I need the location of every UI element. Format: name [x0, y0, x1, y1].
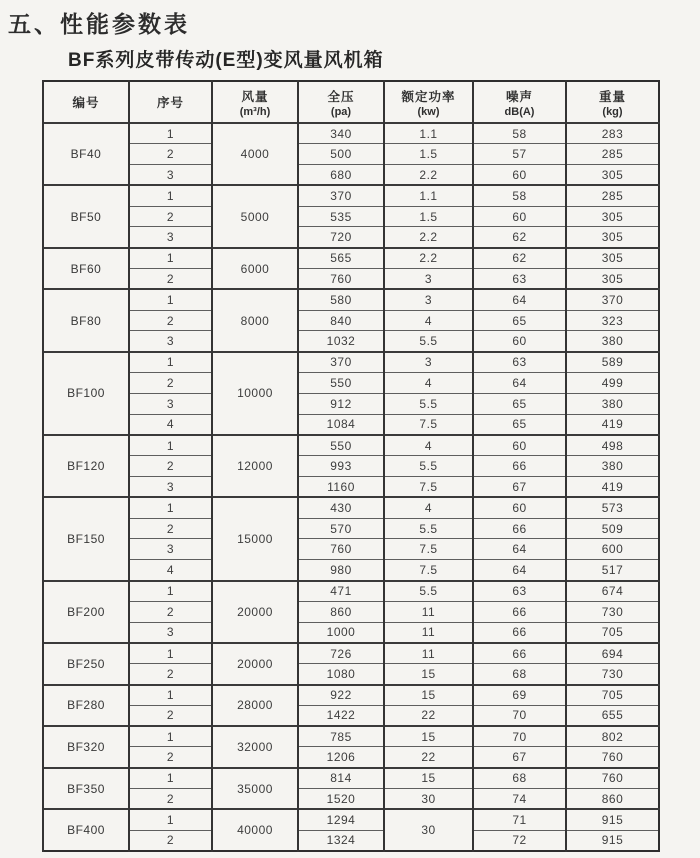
table-row	[43, 789, 659, 810]
weight-cell: 600	[566, 539, 659, 560]
table-row	[43, 664, 659, 685]
model-group-BF200	[43, 581, 659, 643]
seq-cell: 2	[129, 310, 212, 331]
weight-cell: 305	[566, 206, 659, 227]
power-cell: 15	[384, 685, 473, 706]
airflow-cell: 20000	[212, 643, 298, 685]
seq-cell: 1	[129, 581, 212, 602]
weight-cell: 380	[566, 456, 659, 477]
airflow-cell: 4000	[212, 123, 298, 185]
noise-cell: 64	[473, 539, 566, 560]
table-row	[43, 414, 659, 435]
seq-cell: 2	[129, 789, 212, 810]
model-cell: BF50	[43, 185, 129, 247]
power-cell: 3	[384, 289, 473, 310]
power-cell: 2.2	[384, 165, 473, 186]
col-header-0	[43, 81, 129, 123]
pressure-cell: 471	[298, 581, 384, 602]
airflow-cell: 10000	[212, 352, 298, 435]
noise-cell: 64	[473, 560, 566, 581]
model-cell: BF120	[43, 435, 129, 497]
pressure-cell: 993	[298, 456, 384, 477]
table-row	[43, 435, 659, 456]
seq-cell: 3	[129, 622, 212, 643]
noise-cell: 60	[473, 331, 566, 352]
table-row	[43, 310, 659, 331]
weight-cell: 760	[566, 768, 659, 789]
power-cell: 30	[384, 789, 473, 810]
weight-cell: 285	[566, 144, 659, 165]
table-row	[43, 601, 659, 622]
noise-cell: 60	[473, 497, 566, 518]
pressure-cell: 430	[298, 497, 384, 518]
weight-cell: 694	[566, 643, 659, 664]
power-cell: 4	[384, 435, 473, 456]
col-header-6	[566, 81, 659, 123]
power-cell: 7.5	[384, 414, 473, 435]
model-cell: BF320	[43, 726, 129, 768]
weight-cell: 285	[566, 185, 659, 206]
col-header-1	[129, 81, 212, 123]
airflow-cell: 15000	[212, 497, 298, 580]
airflow-cell: 5000	[212, 185, 298, 247]
table-row	[43, 809, 659, 830]
table-row	[43, 185, 659, 206]
seq-cell: 2	[129, 664, 212, 685]
noise-cell: 58	[473, 185, 566, 206]
seq-cell: 2	[129, 601, 212, 622]
col-header-label: 全压	[327, 89, 355, 104]
weight-cell: 370	[566, 289, 659, 310]
weight-cell: 323	[566, 310, 659, 331]
weight-cell: 730	[566, 664, 659, 685]
noise-cell: 63	[473, 269, 566, 290]
noise-cell: 62	[473, 248, 566, 269]
power-cell: 4	[384, 373, 473, 394]
weight-cell: 915	[566, 809, 659, 830]
weight-cell: 380	[566, 331, 659, 352]
weight-cell: 730	[566, 601, 659, 622]
model-cell: BF40	[43, 123, 129, 185]
seq-cell: 3	[129, 227, 212, 248]
power-cell: 7.5	[384, 477, 473, 498]
pressure-cell: 840	[298, 310, 384, 331]
col-header-label: 重量	[598, 89, 626, 104]
model-group-BF40	[43, 123, 659, 185]
model-cell: BF250	[43, 643, 129, 685]
noise-cell: 74	[473, 789, 566, 810]
power-cell: 1.1	[384, 185, 473, 206]
pressure-cell: 1422	[298, 705, 384, 726]
col-header-3	[298, 81, 384, 123]
model-cell: BF80	[43, 289, 129, 351]
seq-cell: 1	[129, 248, 212, 269]
seq-cell: 2	[129, 456, 212, 477]
model-group-BF250	[43, 643, 659, 685]
header-row	[43, 81, 659, 123]
table-subtitle: BF系列皮带传动(E型)变风量风机箱	[68, 50, 384, 71]
col-header-4	[384, 81, 473, 123]
weight-cell: 305	[566, 165, 659, 186]
table-row	[43, 643, 659, 664]
table-row	[43, 123, 659, 144]
noise-cell: 58	[473, 123, 566, 144]
power-cell: 22	[384, 747, 473, 768]
noise-cell: 70	[473, 705, 566, 726]
col-header-2	[212, 81, 298, 123]
table-row	[43, 227, 659, 248]
table-row	[43, 456, 659, 477]
seq-cell: 1	[129, 726, 212, 747]
power-cell: 1.5	[384, 144, 473, 165]
model-cell: BF60	[43, 248, 129, 290]
power-cell: 5.5	[384, 518, 473, 539]
seq-cell: 1	[129, 185, 212, 206]
col-header-label: 额定功率	[401, 89, 456, 104]
seq-cell: 3	[129, 393, 212, 414]
noise-cell: 70	[473, 726, 566, 747]
weight-cell: 419	[566, 414, 659, 435]
table-row	[43, 518, 659, 539]
table-row	[43, 768, 659, 789]
power-cell: 4	[384, 497, 473, 518]
weight-cell: 802	[566, 726, 659, 747]
seq-cell: 3	[129, 165, 212, 186]
table-row	[43, 581, 659, 602]
seq-cell: 2	[129, 747, 212, 768]
col-header-unit: (m³/h)	[239, 105, 271, 118]
pressure-cell: 1520	[298, 789, 384, 810]
table-row	[43, 477, 659, 498]
pressure-cell: 550	[298, 435, 384, 456]
noise-cell: 72	[473, 830, 566, 851]
airflow-cell: 8000	[212, 289, 298, 351]
noise-cell: 63	[473, 352, 566, 373]
weight-cell: 498	[566, 435, 659, 456]
pressure-cell: 1206	[298, 747, 384, 768]
pressure-cell: 340	[298, 123, 384, 144]
table-row	[43, 144, 659, 165]
noise-cell: 65	[473, 393, 566, 414]
power-cell: 5.5	[384, 456, 473, 477]
model-cell: BF200	[43, 581, 129, 643]
pressure-cell: 565	[298, 248, 384, 269]
noise-cell: 57	[473, 144, 566, 165]
pressure-cell: 535	[298, 206, 384, 227]
table-row	[43, 830, 659, 851]
pressure-cell: 785	[298, 726, 384, 747]
seq-cell: 1	[129, 435, 212, 456]
noise-cell: 68	[473, 768, 566, 789]
noise-cell: 71	[473, 809, 566, 830]
pressure-cell: 760	[298, 269, 384, 290]
page-title: 五、性能参数表	[8, 11, 190, 37]
noise-cell: 68	[473, 664, 566, 685]
power-cell: 22	[384, 705, 473, 726]
power-cell: 7.5	[384, 539, 473, 560]
table-row	[43, 352, 659, 373]
seq-cell: 1	[129, 352, 212, 373]
weight-cell: 419	[566, 477, 659, 498]
table-row	[43, 622, 659, 643]
seq-cell: 4	[129, 560, 212, 581]
col-header-label: 编号	[72, 96, 100, 110]
pressure-cell: 814	[298, 768, 384, 789]
weight-cell: 305	[566, 269, 659, 290]
seq-cell: 2	[129, 518, 212, 539]
power-cell: 5.5	[384, 393, 473, 414]
pressure-cell: 680	[298, 165, 384, 186]
table-row	[43, 331, 659, 352]
power-cell: 3	[384, 352, 473, 373]
airflow-cell: 6000	[212, 248, 298, 290]
weight-cell: 705	[566, 622, 659, 643]
noise-cell: 60	[473, 435, 566, 456]
weight-cell: 517	[566, 560, 659, 581]
col-header-unit: dB(A)	[504, 105, 535, 118]
noise-cell: 62	[473, 227, 566, 248]
col-header-unit: (pa)	[330, 105, 352, 118]
seq-cell: 2	[129, 373, 212, 394]
col-header-unit: (kg)	[602, 105, 623, 118]
power-cell: 5.5	[384, 331, 473, 352]
model-group-BF60	[43, 248, 659, 290]
performance-table	[42, 80, 660, 852]
noise-cell: 66	[473, 518, 566, 539]
table-row	[43, 248, 659, 269]
seq-cell: 1	[129, 289, 212, 310]
weight-cell: 305	[566, 227, 659, 248]
pressure-cell: 860	[298, 601, 384, 622]
model-cell: BF280	[43, 685, 129, 727]
table-row	[43, 539, 659, 560]
airflow-cell: 20000	[212, 581, 298, 643]
noise-cell: 64	[473, 373, 566, 394]
pressure-cell: 1324	[298, 830, 384, 851]
weight-cell: 305	[566, 248, 659, 269]
noise-cell: 60	[473, 206, 566, 227]
seq-cell: 2	[129, 705, 212, 726]
seq-cell: 3	[129, 539, 212, 560]
pressure-cell: 370	[298, 352, 384, 373]
pressure-cell: 922	[298, 685, 384, 706]
airflow-cell: 28000	[212, 685, 298, 727]
power-cell: 3	[384, 269, 473, 290]
table-row	[43, 497, 659, 518]
pressure-cell: 760	[298, 539, 384, 560]
noise-cell: 67	[473, 477, 566, 498]
noise-cell: 60	[473, 165, 566, 186]
power-cell: 4	[384, 310, 473, 331]
pressure-cell: 500	[298, 144, 384, 165]
model-cell: BF150	[43, 497, 129, 580]
pressure-cell: 1084	[298, 414, 384, 435]
power-cell: 15	[384, 768, 473, 789]
noise-cell: 66	[473, 601, 566, 622]
noise-cell: 66	[473, 643, 566, 664]
model-group-BF50	[43, 185, 659, 247]
power-cell: 2.2	[384, 227, 473, 248]
table-row	[43, 373, 659, 394]
noise-cell: 66	[473, 622, 566, 643]
power-cell: 2.2	[384, 248, 473, 269]
table-row	[43, 705, 659, 726]
power-cell: 1.5	[384, 206, 473, 227]
airflow-cell: 40000	[212, 809, 298, 851]
seq-cell: 4	[129, 414, 212, 435]
airflow-cell: 35000	[212, 768, 298, 810]
power-cell: 15	[384, 726, 473, 747]
weight-cell: 380	[566, 393, 659, 414]
col-header-label: 序号	[156, 96, 184, 110]
table-row	[43, 289, 659, 310]
pressure-cell: 980	[298, 560, 384, 581]
pressure-cell: 370	[298, 185, 384, 206]
weight-cell: 705	[566, 685, 659, 706]
pressure-cell: 1160	[298, 477, 384, 498]
pressure-cell: 550	[298, 373, 384, 394]
model-group-BF80	[43, 289, 659, 351]
seq-cell: 2	[129, 144, 212, 165]
weight-cell: 283	[566, 123, 659, 144]
noise-cell: 64	[473, 289, 566, 310]
col-header-label: 风量	[241, 89, 269, 104]
weight-cell: 674	[566, 581, 659, 602]
noise-cell: 66	[473, 456, 566, 477]
seq-cell: 1	[129, 768, 212, 789]
model-group-BF320	[43, 726, 659, 768]
weight-cell: 655	[566, 705, 659, 726]
pressure-cell: 1080	[298, 664, 384, 685]
pressure-cell: 1032	[298, 331, 384, 352]
seq-cell: 3	[129, 477, 212, 498]
col-header-unit: (kw)	[417, 105, 440, 118]
table-row	[43, 393, 659, 414]
weight-cell: 915	[566, 830, 659, 851]
airflow-cell: 32000	[212, 726, 298, 768]
power-cell: 11	[384, 622, 473, 643]
weight-cell: 760	[566, 747, 659, 768]
col-header-label: 噪声	[505, 89, 533, 104]
model-group-BF400	[43, 809, 659, 851]
pressure-cell: 912	[298, 393, 384, 414]
model-group-BF350	[43, 768, 659, 810]
seq-cell: 3	[129, 331, 212, 352]
airflow-cell: 12000	[212, 435, 298, 497]
power-cell: 30	[384, 809, 473, 851]
model-group-BF120	[43, 435, 659, 497]
power-cell: 11	[384, 643, 473, 664]
noise-cell: 63	[473, 581, 566, 602]
power-cell: 11	[384, 601, 473, 622]
noise-cell: 65	[473, 414, 566, 435]
model-cell: BF100	[43, 352, 129, 435]
seq-cell: 2	[129, 206, 212, 227]
power-cell: 15	[384, 664, 473, 685]
pressure-cell: 570	[298, 518, 384, 539]
pressure-cell: 1000	[298, 622, 384, 643]
table-row	[43, 165, 659, 186]
power-cell: 7.5	[384, 560, 473, 581]
weight-cell: 509	[566, 518, 659, 539]
pressure-cell: 726	[298, 643, 384, 664]
table-row	[43, 726, 659, 747]
noise-cell: 65	[473, 310, 566, 331]
model-group-BF280	[43, 685, 659, 727]
seq-cell: 1	[129, 643, 212, 664]
model-cell: BF400	[43, 809, 129, 851]
table-header	[43, 81, 659, 123]
power-cell: 5.5	[384, 581, 473, 602]
weight-cell: 860	[566, 789, 659, 810]
seq-cell: 1	[129, 685, 212, 706]
noise-cell: 69	[473, 685, 566, 706]
noise-cell: 67	[473, 747, 566, 768]
table-row	[43, 747, 659, 768]
seq-cell: 2	[129, 830, 212, 851]
model-group-BF100	[43, 352, 659, 435]
table-row	[43, 560, 659, 581]
weight-cell: 589	[566, 352, 659, 373]
weight-cell: 573	[566, 497, 659, 518]
weight-cell: 499	[566, 373, 659, 394]
model-cell: BF350	[43, 768, 129, 810]
model-group-BF150	[43, 497, 659, 580]
pressure-cell: 1294	[298, 809, 384, 830]
seq-cell: 1	[129, 497, 212, 518]
seq-cell: 1	[129, 809, 212, 830]
pressure-cell: 580	[298, 289, 384, 310]
seq-cell: 2	[129, 269, 212, 290]
table-row	[43, 685, 659, 706]
table-row	[43, 269, 659, 290]
power-cell: 1.1	[384, 123, 473, 144]
pressure-cell: 720	[298, 227, 384, 248]
seq-cell: 1	[129, 123, 212, 144]
table-row	[43, 206, 659, 227]
col-header-5	[473, 81, 566, 123]
